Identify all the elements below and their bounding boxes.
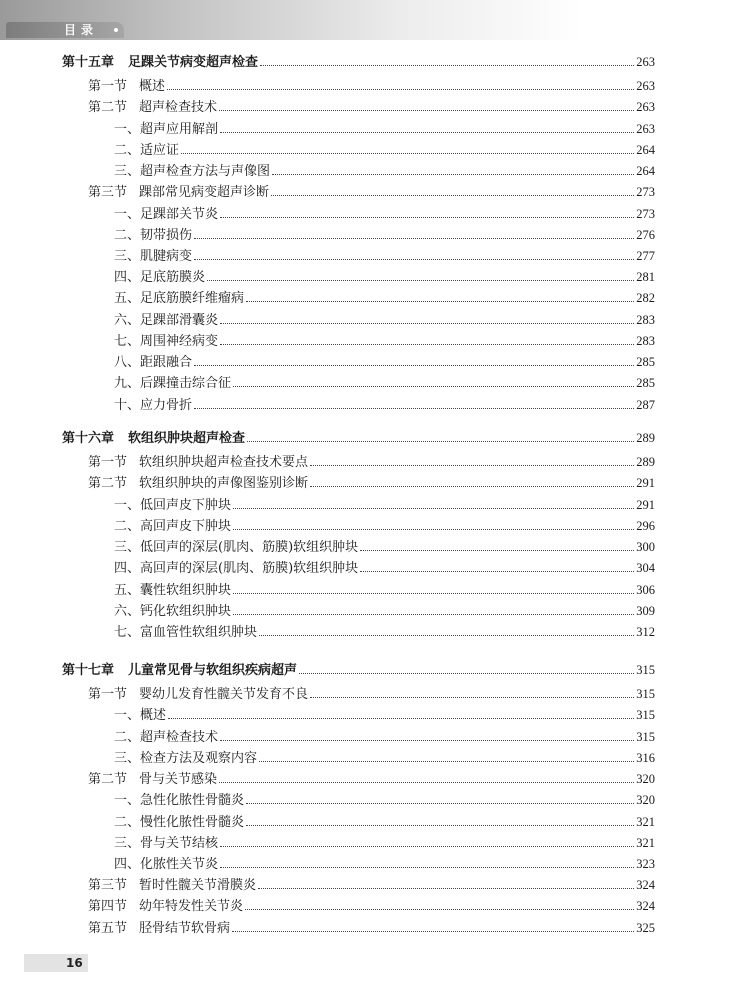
- toc-item-entry[interactable]: [114, 727, 655, 747]
- page-number: 320: [636, 772, 655, 787]
- item-title: 三、低回声的深层(肌肉、筋膜)软组织肿块: [114, 540, 359, 556]
- item-title: 十、应力骨折: [114, 397, 193, 413]
- item-title: 一、急性化脓性骨髓炎: [114, 793, 245, 809]
- section-title: 胫骨结节软骨病: [139, 920, 231, 936]
- chapter-number: 第十六章: [62, 431, 115, 446]
- page-number: 263: [636, 121, 655, 136]
- dot-leader: [271, 195, 634, 196]
- item-title: 四、足底筋膜炎: [114, 270, 206, 286]
- page-number: 289: [636, 431, 655, 445]
- toc-chapter-entry[interactable]: [62, 428, 655, 448]
- section-title: 骨与关节感染: [139, 772, 218, 788]
- dot-leader: [247, 441, 634, 442]
- toc-section-entry[interactable]: [88, 97, 655, 117]
- section-number: 第二节: [88, 772, 128, 788]
- page-number: 315: [636, 729, 655, 744]
- item-title: 六、足踝部滑囊炎: [114, 312, 219, 328]
- section-title: 软组织肿块的声像图鉴别诊断: [139, 476, 309, 492]
- page-number: 277: [636, 248, 655, 263]
- dot-leader: [310, 465, 634, 466]
- page-number: 291: [636, 497, 655, 512]
- toc-item-entry[interactable]: [114, 580, 655, 600]
- item-title: 四、高回声的深层(肌肉、筋膜)软组织肿块: [114, 561, 359, 577]
- dot-leader: [168, 718, 634, 719]
- toc-item-entry[interactable]: [114, 833, 655, 853]
- toc-section-entry[interactable]: [88, 473, 655, 493]
- dot-leader: [246, 803, 634, 804]
- item-title: 九、后踝撞击综合征: [114, 376, 232, 392]
- page-header-title: 目录: [64, 23, 99, 37]
- toc-item-entry[interactable]: [114, 119, 655, 139]
- section-title: 概述: [139, 79, 166, 95]
- toc-chapter-entry[interactable]: [62, 52, 655, 72]
- dot-leader: [310, 486, 634, 487]
- page-number: 285: [636, 376, 655, 391]
- section-number: 第二节: [88, 476, 128, 492]
- page-number: 309: [636, 603, 655, 618]
- item-title: 七、富血管性软组织肿块: [114, 624, 258, 640]
- dot-leader: [360, 550, 634, 551]
- toc-item-entry[interactable]: [114, 705, 655, 725]
- toc-section-entry[interactable]: [88, 918, 655, 938]
- dot-leader: [220, 740, 634, 741]
- toc-item-entry[interactable]: [114, 854, 655, 874]
- dot-leader: [310, 697, 634, 698]
- toc-item-entry[interactable]: [114, 558, 655, 578]
- toc-item-entry[interactable]: [114, 140, 655, 160]
- header-dot-icon: [114, 28, 118, 32]
- item-title: 六、钙化软组织肿块: [114, 603, 232, 619]
- page-number: 273: [636, 206, 655, 221]
- dot-leader: [181, 153, 634, 154]
- page-number: 304: [636, 561, 655, 576]
- toc-item-entry[interactable]: [114, 395, 655, 415]
- dot-leader: [207, 280, 634, 281]
- item-title: 二、韧带损伤: [114, 227, 193, 243]
- page-number: 263: [636, 100, 655, 115]
- toc-item-entry[interactable]: [114, 516, 655, 536]
- page-number: 321: [636, 814, 655, 829]
- page-number: 306: [636, 582, 655, 597]
- toc-section-entry[interactable]: [88, 182, 655, 202]
- page-number: 273: [636, 185, 655, 200]
- section-title: 暂时性髋关节滑膜炎: [139, 878, 257, 894]
- dot-leader: [233, 529, 634, 530]
- dot-leader: [220, 846, 634, 847]
- dot-leader: [220, 323, 634, 324]
- page-number: 287: [636, 397, 655, 412]
- item-title: 五、足底筋膜纤维瘤病: [114, 291, 245, 307]
- section-title: 超声检查技术: [139, 100, 218, 116]
- page-number: 283: [636, 312, 655, 327]
- item-title: 一、超声应用解剖: [114, 121, 219, 137]
- section-number: 第二节: [88, 100, 128, 116]
- page-number: 312: [636, 624, 655, 639]
- toc-item-entry[interactable]: [114, 622, 655, 642]
- item-title: 四、化脓性关节炎: [114, 856, 219, 872]
- dot-leader: [220, 344, 634, 345]
- toc-item-entry[interactable]: [114, 267, 655, 287]
- page-number: 291: [636, 476, 655, 491]
- dot-leader: [260, 65, 634, 66]
- toc-item-entry[interactable]: [114, 812, 655, 832]
- toc-item-entry[interactable]: [114, 748, 655, 768]
- item-title: 三、超声检查方法与声像图: [114, 164, 271, 180]
- toc-section-entry[interactable]: [88, 684, 655, 704]
- item-title: 二、高回声皮下肿块: [114, 518, 232, 534]
- chapter-title: 软组织肿块超声检查: [128, 431, 246, 446]
- dot-leader: [167, 89, 634, 90]
- toc-item-entry[interactable]: [114, 601, 655, 621]
- dot-leader: [258, 888, 634, 889]
- page-number: 281: [636, 270, 655, 285]
- page-number: 320: [636, 793, 655, 808]
- dot-leader: [194, 238, 634, 239]
- section-number: 第一节: [88, 687, 128, 703]
- dot-leader: [233, 593, 634, 594]
- dot-leader: [360, 571, 634, 572]
- page-number: 283: [636, 333, 655, 348]
- toc-item-entry[interactable]: [114, 288, 655, 308]
- dot-leader: [194, 365, 634, 366]
- section-title: 软组织肿块超声检查技术要点: [139, 455, 309, 471]
- section-number: 第四节: [88, 899, 128, 915]
- toc-item-entry[interactable]: [114, 537, 655, 557]
- section-number: 第一节: [88, 455, 128, 471]
- dot-leader: [245, 909, 634, 910]
- section-number: 第三节: [88, 878, 128, 894]
- toc-item-entry[interactable]: [114, 246, 655, 266]
- page-number: 264: [636, 164, 655, 179]
- section-number: 第五节: [88, 920, 128, 936]
- dot-leader: [194, 408, 634, 409]
- toc-chapter-entry[interactable]: [62, 660, 655, 680]
- item-title: 二、超声检查技术: [114, 729, 219, 745]
- dot-leader: [220, 217, 634, 218]
- page-number: 315: [636, 663, 655, 677]
- page-number: 324: [636, 899, 655, 914]
- section-title: 婴幼儿发育性髋关节发育不良: [139, 687, 309, 703]
- toc-item-entry[interactable]: [114, 373, 655, 393]
- toc-section-entry[interactable]: [88, 452, 655, 472]
- toc-item-entry[interactable]: [114, 331, 655, 351]
- page-number: 282: [636, 291, 655, 306]
- page-number: 323: [636, 856, 655, 871]
- toc-item-entry[interactable]: [114, 352, 655, 372]
- item-title: 七、周围神经病变: [114, 333, 219, 349]
- section-title: 踝部常见病变超声诊断: [139, 185, 270, 201]
- page-number: 315: [636, 687, 655, 702]
- page-number: 321: [636, 835, 655, 850]
- toc-item-entry[interactable]: [114, 790, 655, 810]
- toc-section-entry[interactable]: [88, 875, 655, 895]
- toc-item-entry[interactable]: [114, 310, 655, 330]
- toc-item-entry[interactable]: [114, 225, 655, 245]
- dot-leader: [246, 825, 634, 826]
- item-title: 三、骨与关节结核: [114, 835, 219, 851]
- chapter-number: 第十七章: [62, 663, 115, 678]
- page-number: 296: [636, 518, 655, 533]
- page-number: 263: [636, 55, 655, 69]
- page-number: 325: [636, 920, 655, 935]
- dot-leader: [299, 673, 634, 674]
- toc-item-entry[interactable]: [114, 495, 655, 515]
- page-number: 315: [636, 708, 655, 723]
- dot-leader: [220, 132, 634, 133]
- toc-section-entry[interactable]: [88, 896, 655, 916]
- page-number: 324: [636, 878, 655, 893]
- dot-leader: [233, 386, 634, 387]
- page-number: 289: [636, 455, 655, 470]
- dot-leader: [246, 301, 634, 302]
- dot-leader: [259, 635, 634, 636]
- section-title: 幼年特发性关节炎: [139, 899, 244, 915]
- toc-section-entry[interactable]: [88, 769, 655, 789]
- section-number: 第三节: [88, 185, 128, 201]
- chapter-number: 第十五章: [62, 55, 115, 70]
- page-number: 264: [636, 142, 655, 157]
- dot-leader: [219, 110, 634, 111]
- page-number: 285: [636, 355, 655, 370]
- page-number: 263: [636, 79, 655, 94]
- item-title: 三、肌腱病变: [114, 248, 193, 264]
- dot-leader: [272, 174, 634, 175]
- toc-section-entry[interactable]: [88, 76, 655, 96]
- item-title: 一、概述: [114, 708, 167, 724]
- item-title: 二、适应证: [114, 142, 180, 158]
- dot-leader: [220, 867, 634, 868]
- item-title: 三、检查方法及观察内容: [114, 750, 258, 766]
- page-number: 316: [636, 750, 655, 765]
- item-title: 八、距跟融合: [114, 355, 193, 371]
- section-number: 第一节: [88, 79, 128, 95]
- toc-item-entry[interactable]: [114, 161, 655, 181]
- footer-page-number: 16: [66, 956, 83, 970]
- chapter-title: 儿童常见骨与软组织疾病超声: [128, 663, 298, 678]
- item-title: 五、囊性软组织肿块: [114, 582, 232, 598]
- dot-leader: [232, 931, 634, 932]
- dot-leader: [219, 782, 634, 783]
- dot-leader: [194, 259, 634, 260]
- dot-leader: [259, 761, 634, 762]
- item-title: 一、足踝部关节炎: [114, 206, 219, 222]
- page-number: 300: [636, 540, 655, 555]
- dot-leader: [233, 614, 634, 615]
- page-number: 276: [636, 227, 655, 242]
- toc-item-entry[interactable]: [114, 204, 655, 224]
- dot-leader: [233, 508, 634, 509]
- item-title: 二、慢性化脓性骨髓炎: [114, 814, 245, 830]
- item-title: 一、低回声皮下肿块: [114, 497, 232, 513]
- chapter-title: 足踝关节病变超声检查: [128, 55, 259, 70]
